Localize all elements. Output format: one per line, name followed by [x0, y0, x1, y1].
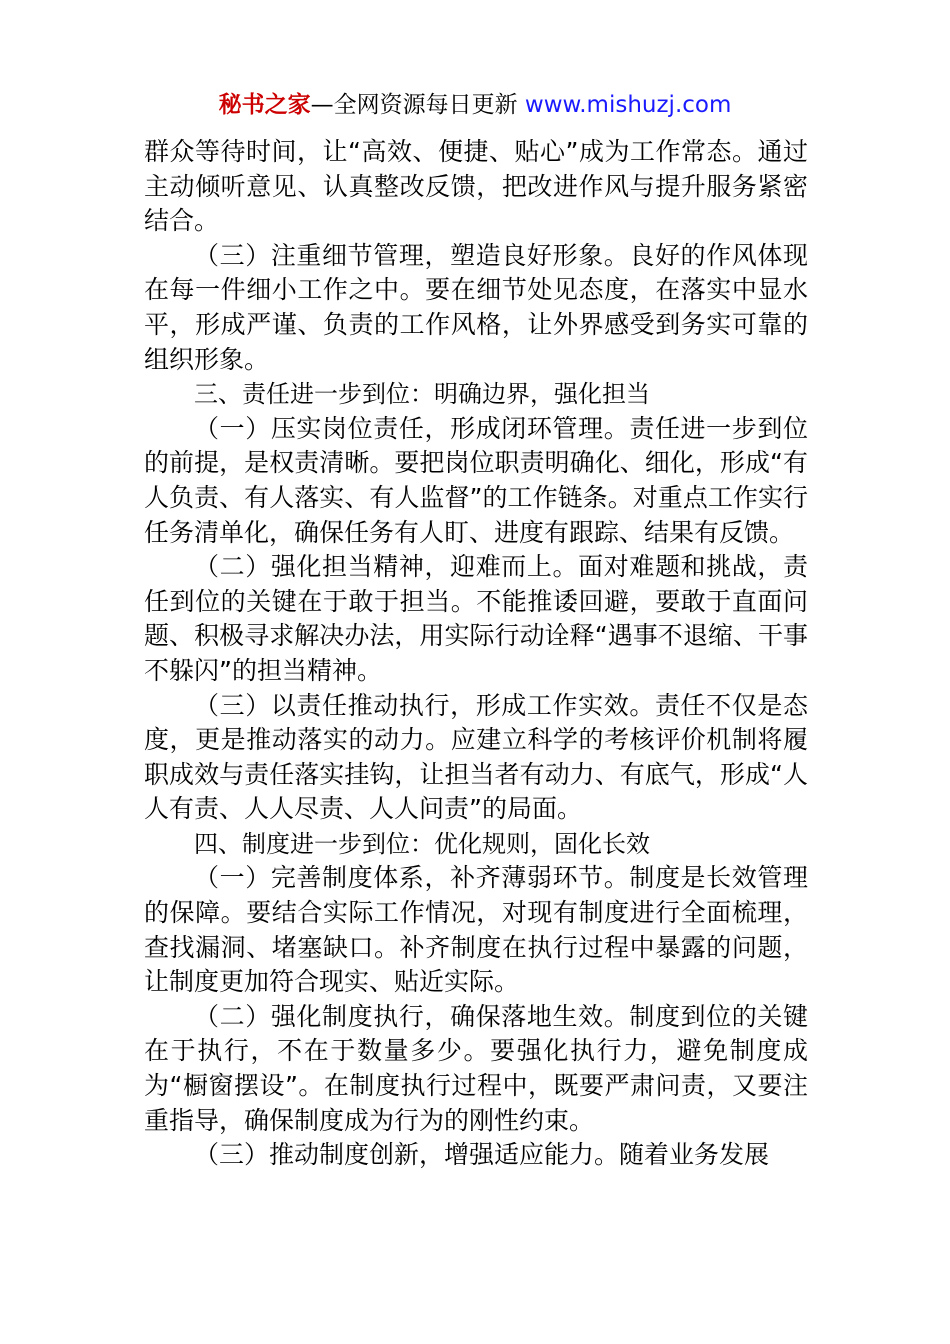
page-header	[0, 88, 950, 122]
website-url[interactable]: www.mishuzj.com	[524, 92, 732, 118]
paragraph: （一）压实岗位责任，形成闭环管理。责任进一步到位的前提，是权责清晰。要把岗位职责明确化、细化，形成“有人负责、有人落实、有人监督”的工作链条。对重点工作实行任务清单化，确保任务有人盯、进度有跟踪、结果有反馈。	[144, 413, 808, 547]
paragraph: （二）强化制度执行，确保落地生效。制度到位的关键在于执行，不在于数量多少。要强化执行力，避免制度成为“橱窗摆设”。在制度执行过程中，既要严肃问责，又要注重指导，确保制度成为行为的刚性约束。	[144, 1001, 808, 1135]
paragraph: （二）强化担当精神，迎难而上。面对难题和挑战，责任到位的关键在于敢于担当。不能推诿回避，要敢于直面问题、积极寻求解决办法，用实际行动诠释“遇事不退缩、干事不躲闪”的担当精神。	[144, 552, 808, 685]
document-body	[144, 135, 808, 1173]
section-heading: 四、制度进一步到位：优化规则，固化长效	[194, 829, 650, 858]
paragraph: （一）完善制度体系，补齐薄弱环节。制度是长效管理的保障。要结合实际工作情况，对现有制度进行全面梳理，查找漏洞、堵塞缺口。补齐制度在执行过程中暴露的问题，让制度更加符合现实、贴近实际。	[144, 863, 808, 997]
brand-name: 秘书之家	[218, 92, 311, 118]
section-heading: 三、责任进一步到位：明确边界，强化担当	[194, 380, 650, 409]
header-tagline: —全网资源每日更新	[310, 92, 525, 118]
paragraph-continuation: 群众等待时间，让“高效、便捷、贴心”成为工作常态。通过主动倾听意见、认真整改反馈，把改进作风与提升服务紧密结合。	[144, 137, 808, 236]
paragraph: （三）推动制度创新，增强适应能力。随着业务发展	[194, 1140, 770, 1170]
paragraph: （三）以责任推动执行，形成工作实效。责任不仅是态度，更是推动落实的动力。应建立科学的考核评价机制将履职成效与责任落实挂钩，让担当者有动力、有底气，形成“人人有责、人人尽责、人人问责”的局面。	[144, 690, 808, 824]
paragraph: （三）注重细节管理，塑造良好形象。良好的作风体现在每一件细小工作之中。要在细节处见态度，在落实中显水平，形成严谨、负责的工作风格，让外界感受到务实可靠的组织形象。	[144, 240, 808, 374]
